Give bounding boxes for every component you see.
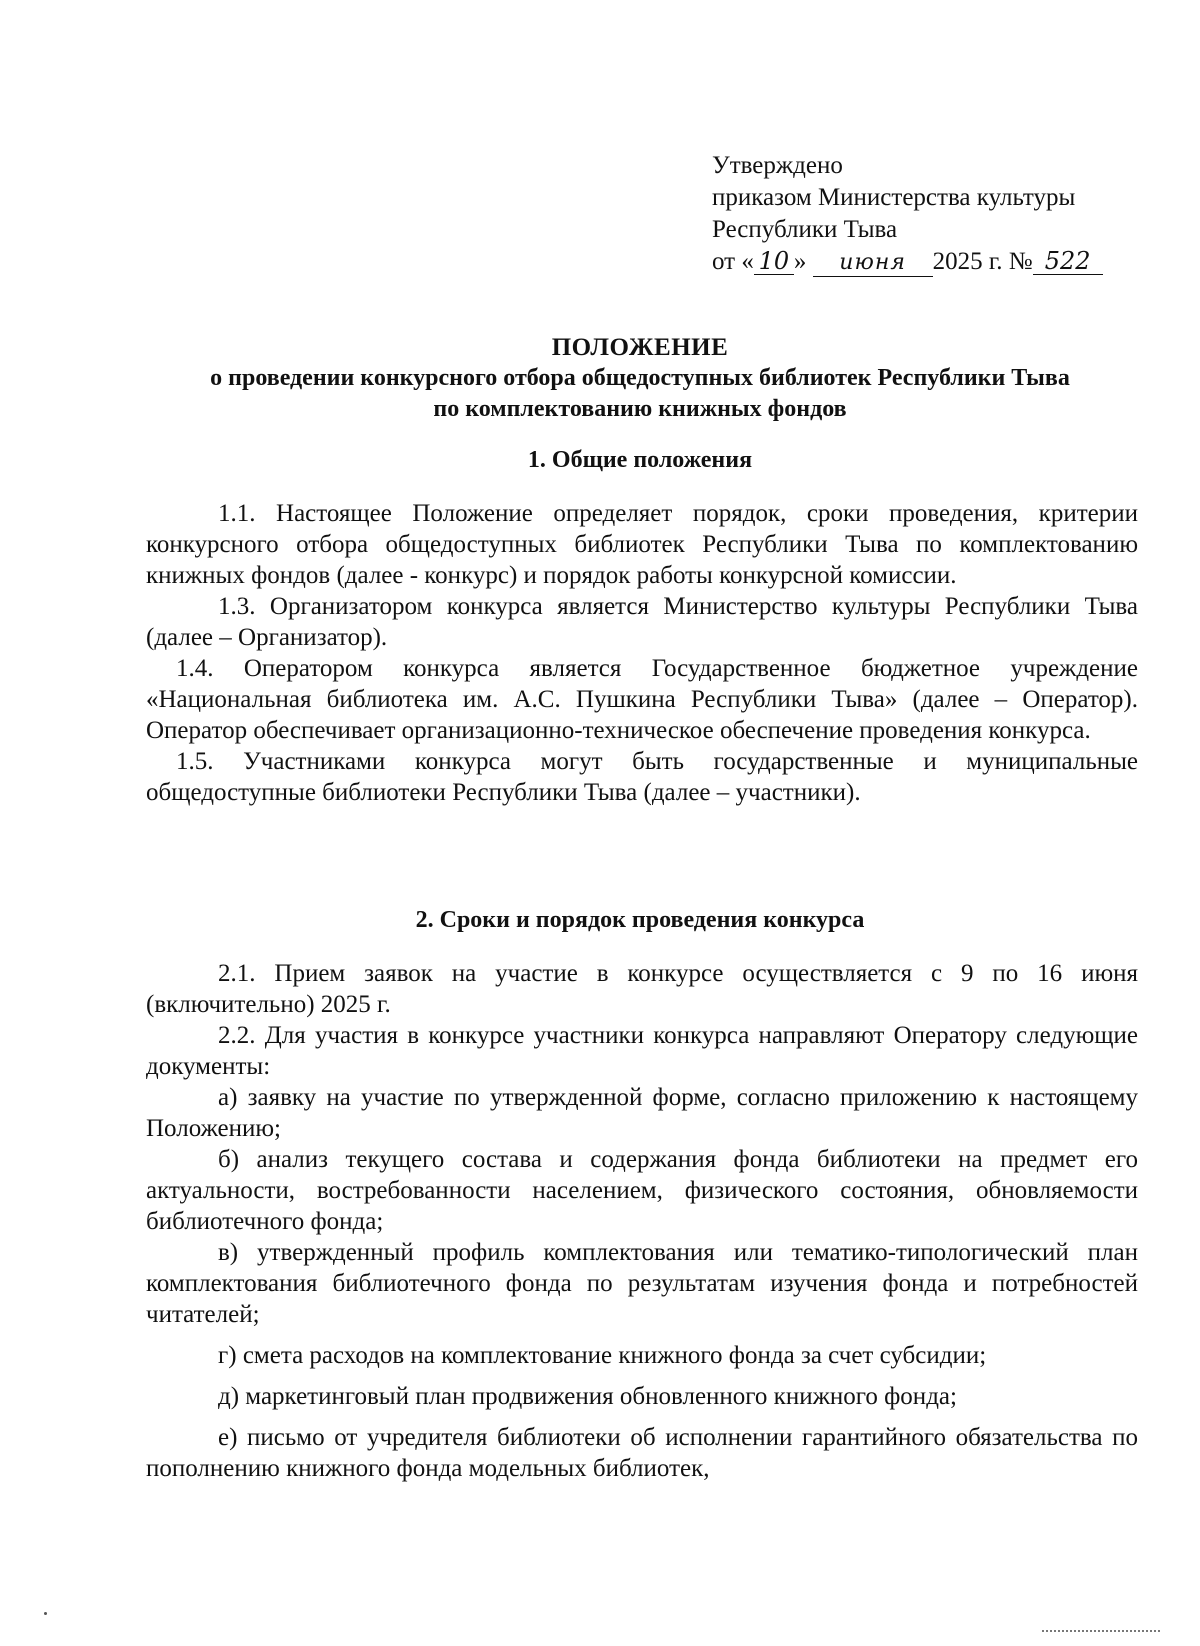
list-item-v: в) утвержденный профиль комплектования или тематико-типологический план комплектования библиотечного фонда по результатам изучения фонда и потребностей читателей; — [146, 1239, 1138, 1328]
list-item-a: а) заявку на участие по утвержденной форме, согласно приложению к настоящему Положению; — [146, 1084, 1138, 1142]
list-item-b: б) анализ текущего состава и содержания фонда библиотеки на предмет его актуальности, востребованности населением, физического состояния, обновляемости библиотечного фонда; — [146, 1146, 1138, 1235]
list-item-e: е) письмо от учредителя библиотеки об исполнении гарантийного обязательства по пополнению книжного фонда модельных библиотек, — [146, 1424, 1138, 1482]
approval-line-order: приказом Министерства культуры — [712, 184, 1076, 211]
list-item-d: д) маркетинговый план продвижения обновленного книжного фонда; — [218, 1383, 957, 1410]
section2-body — [146, 958, 1138, 1484]
section1-body — [146, 498, 1138, 808]
paragraph-1-5: 1.5. Участниками конкурса могут быть государственные и муниципальные общедоступные библиотеки Республики Тыва (далее – участники). — [146, 748, 1138, 806]
title-subtitle-line1: о проведении конкурсного отбора общедоступных библиотек Республики Тыва — [210, 365, 1070, 391]
paragraph-1-4: 1.4. Оператором конкурса является Государственное бюджетное учреждение «Национальная библиотека им. А.С. Пушкина Республики Тыва» (далее – Оператор). Оператор обеспечивает организационно-техническое обеспечение проведения конкурса. — [146, 655, 1138, 744]
handwritten-order-number: 522 — [1033, 248, 1103, 275]
document-title — [140, 332, 1140, 425]
handwritten-month: июня — [813, 250, 933, 277]
approval-line-approved: Утверждено — [712, 152, 843, 179]
handwritten-day: 10 — [754, 248, 794, 275]
approval-line-republic: Республики Тыва — [712, 216, 898, 243]
date-year: 2025 г. № — [932, 248, 1033, 275]
section2-heading: 2. Сроки и порядок проведения конкурса — [415, 907, 865, 933]
paragraph-1-1: 1.1. Настоящее Положение определяет порядок, сроки проведения, критерии конкурсного отбора общедоступных библиотек Республики Тыва по комплектованию книжных фондов (далее - конкурс) и порядок работы конкурсной комиссии. — [146, 500, 1138, 589]
bottom-dotted-rule — [1042, 1630, 1160, 1632]
approval-date-line — [712, 246, 1152, 278]
date-mid: » — [793, 248, 807, 275]
date-prefix: от « — [712, 248, 754, 275]
scan-speck — [44, 1612, 47, 1615]
paragraph-1-3: 1.3. Организатором конкурса является Министерство культуры Республики Тыва (далее – Организатор). — [146, 593, 1138, 651]
title-subtitle-line2: по комплектованию книжных фондов — [433, 396, 847, 422]
paragraph-2-2: 2.2. Для участия в конкурсе участники конкурса направляют Оператору следующие документы: — [146, 1022, 1138, 1080]
paragraph-2-1: 2.1. Прием заявок на участие в конкурсе осуществляется с 9 по 16 июня (включительно) 2025 г. — [146, 960, 1138, 1018]
approval-stamp — [712, 150, 1152, 278]
section1-heading: 1. Общие положения — [527, 447, 753, 473]
list-item-g: г) смета расходов на комплектование книжного фонда за счет субсидии; — [218, 1342, 987, 1369]
title-main: ПОЛОЖЕНИЕ — [551, 334, 729, 361]
